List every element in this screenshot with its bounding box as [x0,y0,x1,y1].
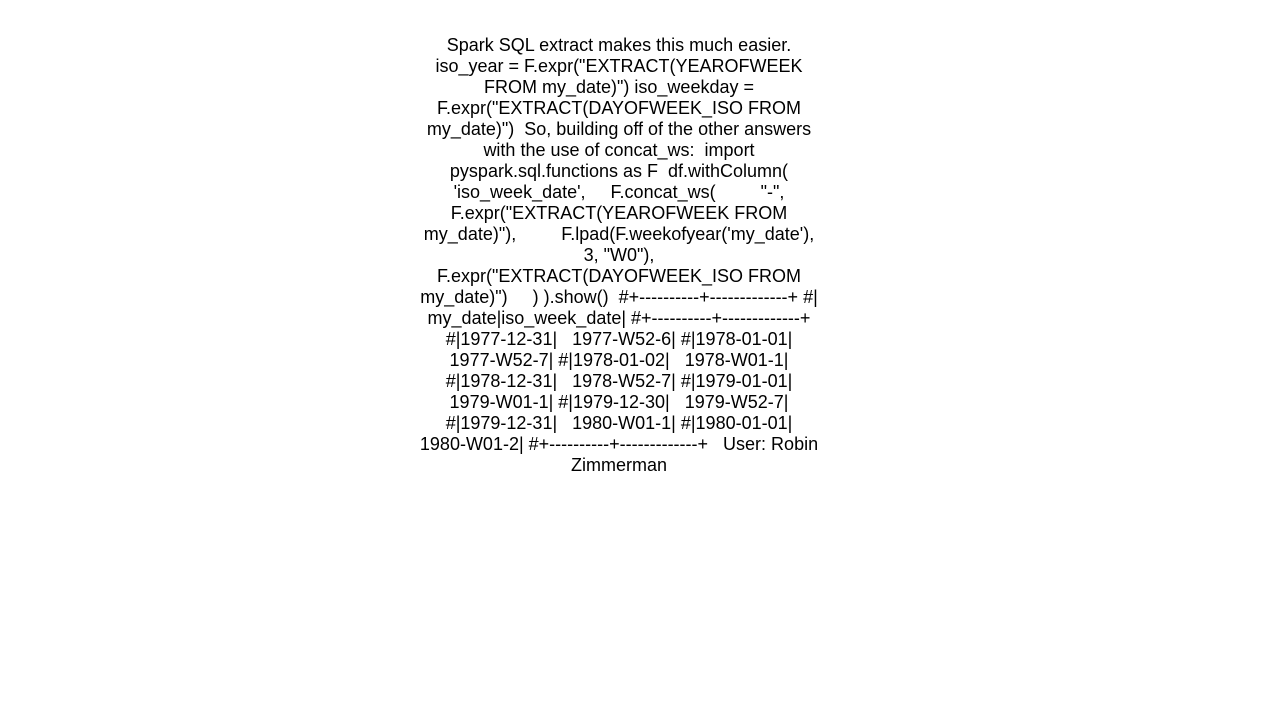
post-body: Spark SQL extract makes this much easier. iso_year = F.expr("EXTRACT(YEAROFWEEK FROM my_date)") iso_weekday = F.expr("EXTRACT(DAYOFWEEK_ISO FROM my_date)") So, building off of the other answers with the use of concat_ws: import pyspark.sql.functions as F df.withColumn( 'iso_week_date', F.concat_ws( "-", F.expr("EXTRACT(YEAROFWEEK FROM my_date)"), F.lpad(F.weekofyear('my_date'), 3, "W0"), F.expr("EXTRACT(DAYOFWEEK_ISO FROM my_date)") ) ).show() #+----------+-------------+ #| my_date|iso_week_date| #+----------+-------------+ #|1977-12-31| 1977-W52-6| #|1978-01-01| 1977-W52-7| #|1978-01-02| 1978-W01-1| #|1978-12-31| 1978-W52-7| #|1979-01-01| 1979-W01-1| #|1979-12-30| 1979-W52-7| #|1979-12-31| 1980-W01-1| #|1980-01-01| 1980-W01-2| #+----------+-------------+ User: Robin Zimmerman [419,35,833,475]
